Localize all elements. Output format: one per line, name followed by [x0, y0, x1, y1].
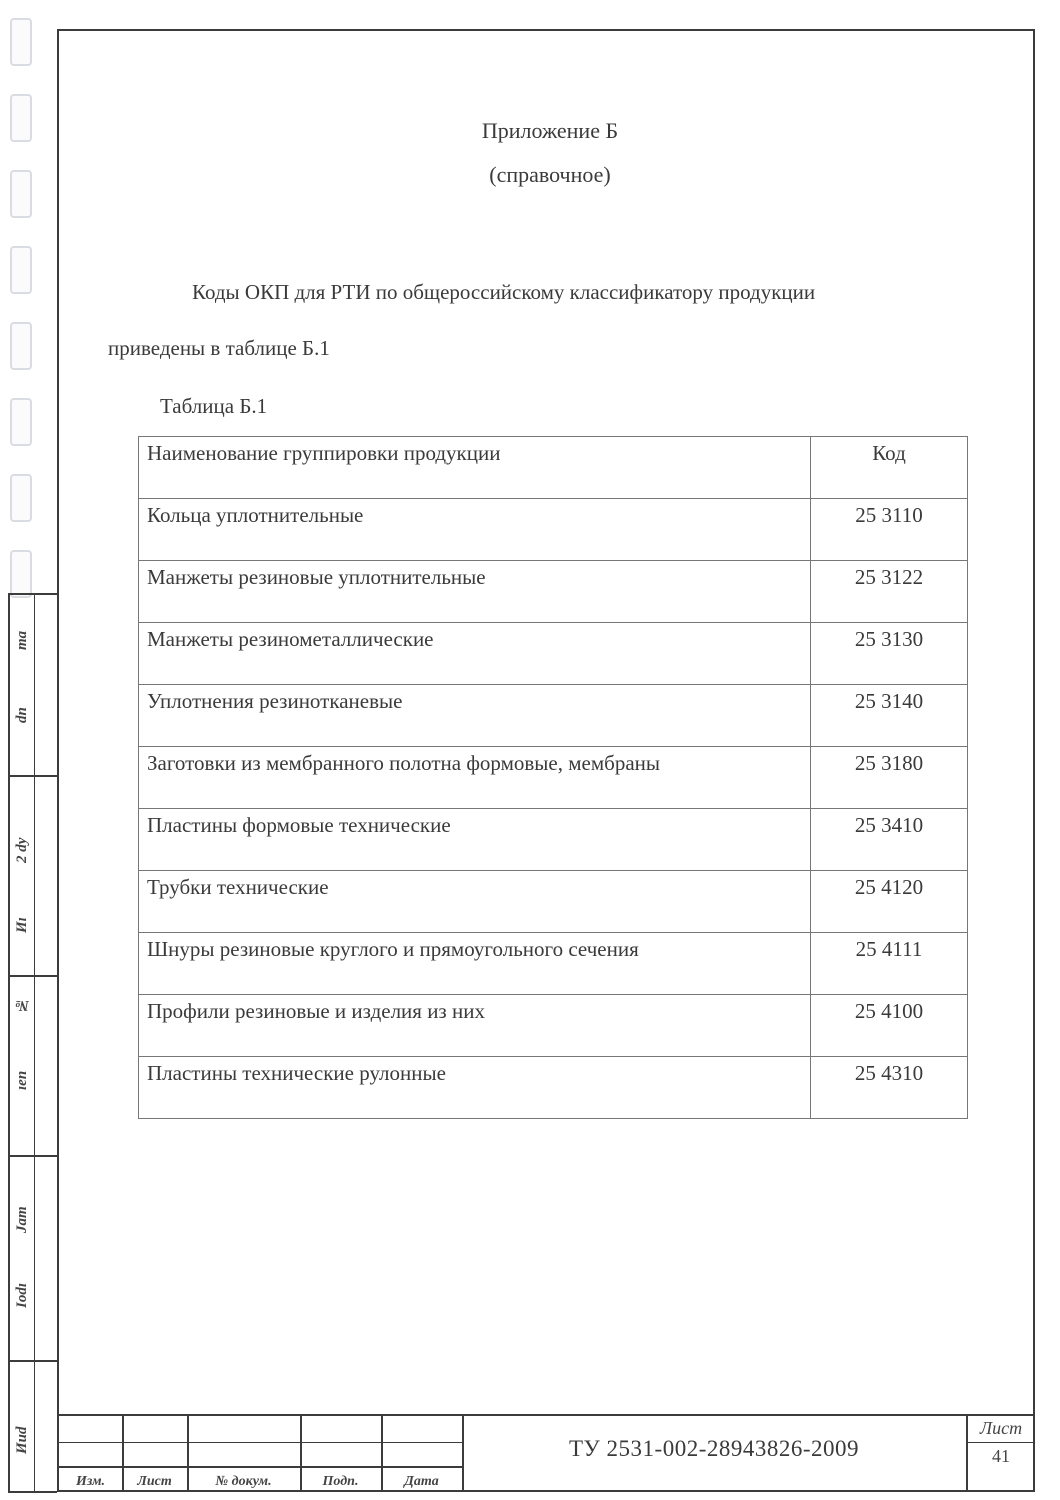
table-row — [139, 561, 968, 623]
table-row — [139, 871, 968, 933]
binder-hole — [10, 398, 32, 446]
side-stamp-divider — [34, 595, 35, 1491]
title-block-row-line — [59, 1466, 463, 1468]
product-group-name: Заготовки из мембранного полотна формовые, мембраны — [139, 747, 811, 809]
sheet-label: Лист — [979, 1418, 1023, 1438]
side-stamp-row-line — [10, 975, 57, 977]
side-stamp-label: Jam — [14, 1206, 30, 1234]
side-stamp — [8, 593, 57, 1493]
product-group-name: Профили резиновые и изделия из них — [139, 995, 811, 1057]
title-block-row-line — [966, 1442, 1033, 1443]
okp-code: 25 4100 — [811, 995, 968, 1057]
product-group-name: Шнуры резиновые круглого и прямоугольного сечения — [139, 933, 811, 995]
side-stamp-label: Иı — [14, 917, 30, 933]
product-group-name: Кольца уплотнительные — [139, 499, 811, 561]
binder-holes — [10, 18, 36, 626]
side-stamp-row-line — [10, 775, 57, 777]
binder-hole — [10, 18, 32, 66]
okp-code: 25 4310 — [811, 1057, 968, 1119]
side-stamp-label: № — [14, 997, 30, 1013]
table-row — [139, 747, 968, 809]
sheet-number: 41 — [992, 1446, 1010, 1466]
side-stamp-row-line — [10, 1155, 57, 1157]
side-stamp-label: Iodı — [14, 1282, 30, 1308]
appendix-subtitle: (справочное) — [489, 162, 611, 187]
product-group-name: Трубки технические — [139, 871, 811, 933]
column-header-name: Наименование группировки продукции — [139, 437, 811, 499]
side-stamp-label: 2 dy — [14, 837, 30, 863]
column-label-doc-number: № докум. — [215, 1474, 272, 1489]
side-stamp-label: ma — [14, 630, 30, 650]
product-group-name: Манжеты резинометаллические — [139, 623, 811, 685]
column-label-signature: Подп. — [322, 1474, 359, 1489]
table-row — [139, 623, 968, 685]
okp-code: 25 3140 — [811, 685, 968, 747]
okp-code: 25 3130 — [811, 623, 968, 685]
table-row — [139, 995, 968, 1057]
okp-code: 25 3122 — [811, 561, 968, 623]
column-label-sheet: Лист — [137, 1474, 172, 1489]
document-code: ТУ 2531-002-28943826-2009 — [568, 1436, 860, 1461]
table-caption: Таблица Б.1 — [160, 394, 268, 418]
okp-code: 25 4111 — [811, 933, 968, 995]
table-row — [139, 933, 968, 995]
product-group-name: Пластины технические рулонные — [139, 1057, 811, 1119]
table-row — [139, 809, 968, 871]
column-label-date: Дата — [404, 1474, 439, 1489]
table-row — [139, 499, 968, 561]
okp-code: 25 3180 — [811, 747, 968, 809]
side-stamp-label: ıen — [14, 1070, 30, 1090]
binder-hole — [10, 474, 32, 522]
side-stamp-label: dn — [14, 707, 30, 723]
title-block-divider — [966, 1416, 968, 1492]
binder-hole — [10, 322, 32, 370]
side-stamp-row-line — [10, 1360, 57, 1362]
table-row — [139, 685, 968, 747]
product-group-name: Манжеты резиновые уплотнительные — [139, 561, 811, 623]
title-block-row-line — [59, 1442, 463, 1443]
binder-hole — [10, 246, 32, 294]
binder-hole — [10, 550, 32, 598]
intro-line-2: приведены в таблице Б.1 — [108, 336, 330, 360]
product-group-name: Пластины формовые технические — [139, 809, 811, 871]
product-group-name: Уплотнения резинотканевые — [139, 685, 811, 747]
side-stamp-label: Ииd — [14, 1426, 30, 1454]
okp-code: 25 3110 — [811, 499, 968, 561]
okp-code: 25 3410 — [811, 809, 968, 871]
column-label-change: Изм. — [75, 1474, 106, 1489]
okp-code: 25 4120 — [811, 871, 968, 933]
title-block — [59, 1414, 1033, 1492]
intro-line-1: Коды ОКП для РТИ по общероссийскому классификатору продукции — [192, 280, 816, 304]
table-row — [139, 1057, 968, 1119]
column-header-code: Код — [811, 437, 968, 499]
appendix-title: Приложение Б — [481, 118, 619, 143]
table-header-row — [139, 437, 968, 499]
okp-codes-table — [138, 436, 968, 1119]
